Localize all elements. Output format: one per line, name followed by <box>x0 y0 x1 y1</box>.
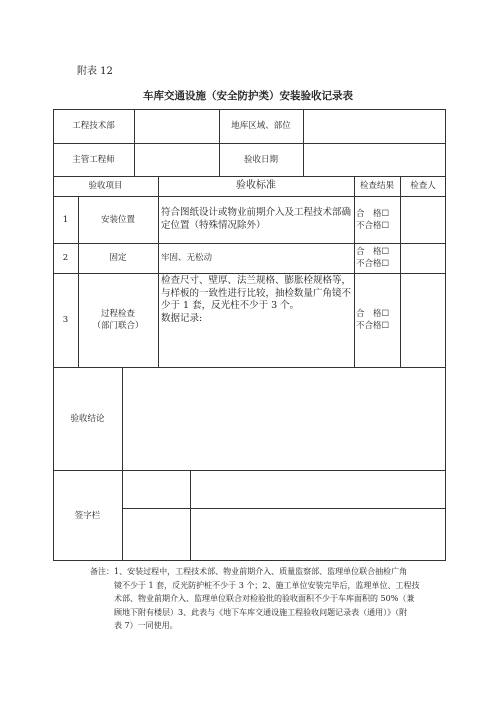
remarks-line: 表 7）一同使用。 <box>114 621 178 630</box>
engineer-label: 主管工程师 <box>72 154 115 165</box>
row-inspector[interactable] <box>400 273 446 367</box>
header-inspector: 检查人 <box>410 181 436 191</box>
row-item-name <box>78 273 158 367</box>
header-result: 检查结果 <box>359 181 394 191</box>
row-item-name: 固定 <box>109 253 127 263</box>
dept-value[interactable] <box>134 109 219 143</box>
signature-field[interactable] <box>190 470 446 508</box>
row-standard: 符合图纸设计或物业前期介入及工程技术部确定位置（特殊情况除外） <box>161 207 352 231</box>
area-value[interactable] <box>303 109 446 143</box>
row-result <box>356 273 400 367</box>
row-result <box>356 243 400 273</box>
header-standard: 验收标准 <box>236 180 276 191</box>
remarks-line: 备注：1、安装过程中，工程技术部、物业前期介入、质量监察部、监理单位联合抽检广角 <box>90 567 408 576</box>
remarks-line: 术部、物业前期介入、监理单位联合对检验批的验收面积不少于车库面积的 50%（兼 <box>114 594 415 603</box>
pass-checkbox[interactable]: 合 格☐ <box>356 208 390 219</box>
row-number: 1 <box>62 214 69 225</box>
conclusion-field[interactable] <box>122 367 446 470</box>
remarks-line: 顾地下附有楼层）3、此表与《地下车库交通设施工程验收问题记录表（通用）》（附 <box>114 607 408 617</box>
fail-checkbox[interactable]: 不合格☐ <box>356 321 390 331</box>
form-title: 车库交通设施（安全防护类）安装验收记录表 <box>143 90 353 102</box>
pass-checkbox[interactable]: 合 格☐ <box>356 247 390 257</box>
header-item: 验收项目 <box>88 181 123 191</box>
row-item-name-line2: （部门联合） <box>92 321 144 331</box>
row-standard <box>161 275 352 335</box>
area-label: 地库区域、部位 <box>231 121 291 131</box>
signature-label: 签字栏 <box>74 510 101 521</box>
data-record-label: 数据记录: <box>161 312 203 324</box>
appendix-label: 附表 12 <box>77 66 113 77</box>
fail-checkbox[interactable]: 不合格☐ <box>356 259 390 269</box>
row-result <box>356 196 400 243</box>
conclusion-label: 验收结论 <box>70 413 105 424</box>
fail-checkbox[interactable]: 不合格☐ <box>356 220 390 231</box>
remarks <box>90 565 442 633</box>
date-value[interactable] <box>303 143 446 176</box>
engineer-value[interactable] <box>134 143 219 176</box>
row-number: 3 <box>62 315 69 325</box>
row-number: 2 <box>62 253 69 263</box>
row-inspector[interactable] <box>400 243 446 273</box>
pass-checkbox[interactable]: 合 格☐ <box>356 309 390 319</box>
date-label: 验收日期 <box>243 154 278 165</box>
row-standard: 牢固、无松动 <box>161 253 213 263</box>
dept-label: 工程技术部 <box>72 121 115 131</box>
row-standard-text: 检查尺寸、壁厚、法兰规格、膨胀栓规格等，与样板的一致性进行比较，抽检数量广角镜不少于 1 套，反光柱不少于 3 个。 <box>161 275 352 311</box>
row-inspector[interactable] <box>400 196 446 243</box>
row-item-name: 安装位置 <box>100 214 135 225</box>
signature-field[interactable] <box>190 508 446 561</box>
col-divider <box>354 176 355 367</box>
remarks-line: 镜不少于 1 套，反光防护桩不少于 3 个；2、施工单位安装完毕后，监理单位、工程技 <box>114 580 420 590</box>
row-item-name-line1: 过程检查 <box>100 309 135 319</box>
col-divider <box>158 176 159 367</box>
